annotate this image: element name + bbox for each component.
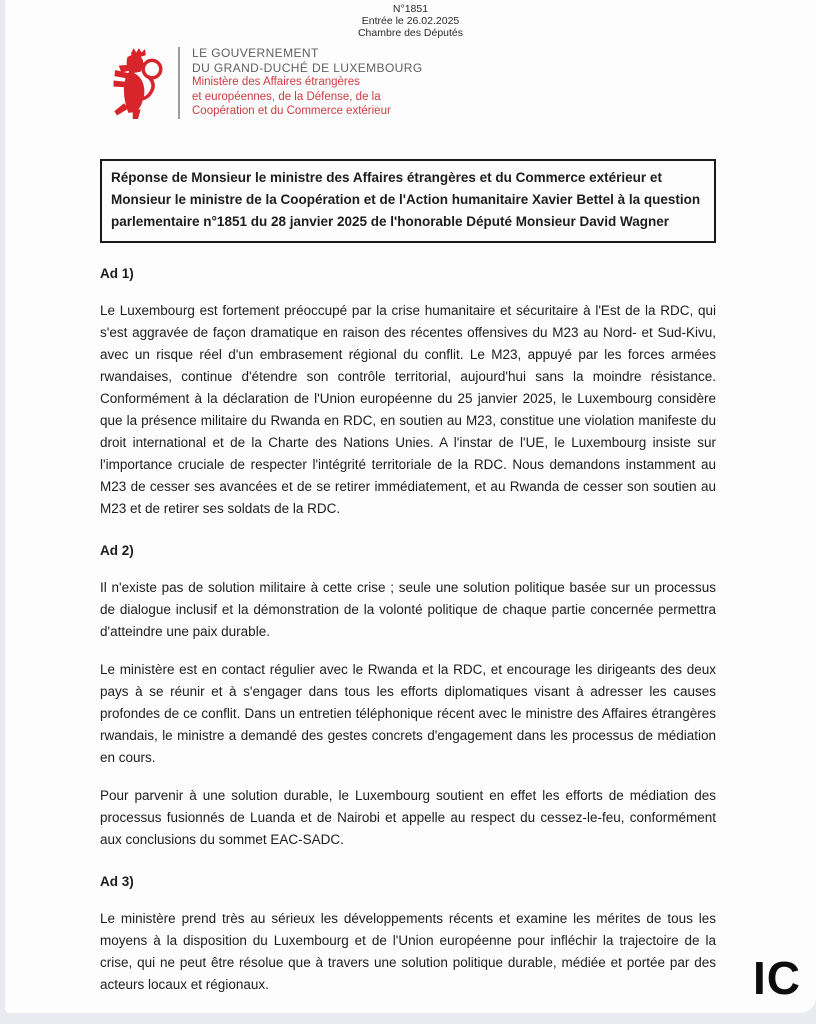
section-ad1 (100, 263, 716, 520)
response-title-box: Réponse de Monsieur le ministre des Affaires étrangères et du Commerce extérieur et Monsieur le ministre de la Coopération et de l'Action humanitaire Xavier Bettel à la question parlementaire n°1851 du 28 janvier 2025 de l'honorable Député Monsieur David Wagner (100, 159, 716, 243)
question-number: N°1851 (392, 3, 429, 15)
paragraph: Pour parvenir à une solution durable, le Luxembourg soutient en effet les efforts de médiation des processus fusionnés de Luanda et de Nairobi et appelle au respect du cessez-le-feu, conformément aux conclusions du sommet EAC-SADC. (100, 788, 716, 847)
letterhead-text (192, 45, 423, 119)
ministry-name-line1: Ministère des Affaires étrangères (192, 76, 360, 88)
corner-initials-mark: IC (753, 952, 801, 1004)
government-name-line1: LE GOUVERNEMENT (192, 46, 319, 60)
paragraph: Le ministère est en contact régulier avec le Rwanda et la RDC, et encourage les dirigeants des deux pays à se réunir et à s'engager dans tous les efforts diplomatiques visant à adresser les causes profondes de ce conflit. Dans un entretien téléphonique récent avec le ministre des Affaires étrangères rwandais, le ministre a demandé des gestes concrets d'engagement dans les processus de médiation en cours. (100, 662, 716, 765)
letterhead-divider (178, 47, 180, 119)
registration-stamp (5, 0, 816, 39)
ministry-name-line3: Coopération et du Commerce extérieur (192, 105, 391, 117)
section-ad3 (100, 871, 716, 996)
entry-date: Entrée le 26.02.2025 (361, 15, 460, 27)
section-heading-ad2: Ad 2) (100, 543, 134, 558)
document-body (100, 159, 716, 996)
document-page (5, 0, 816, 1013)
chamber-name: Chambre des Députés (357, 27, 464, 39)
paragraph: Le Luxembourg est fortement préoccupé par la crise humanitaire et sécuritaire à l'Est de la RDC, qui s'est aggravée de façon dramatique en raison des récentes offensives du M23 au Nord- et Sud-Kivu, avec un risque réel d'un embrasement régional du conflit. Le M23, appuyé par les forces armées rwandaises, continue d'étendre son contrôle territorial, aujourd'hui sans la moindre résistance. Conformément à la déclaration de l'Union européenne du 25 janvier 2025, le Luxembourg considère que la présence militaire du Rwanda en RDC, en soutien au M23, constitue une violation manifeste du droit international et de la Charte des Nations Unies. A l'instar de l'UE, le Luxembourg insiste sur l'importance cruciale de respecter l'intégrité territoriale de la RDC. Nous demandons instamment au M23 de cesser ses avancées et de se retirer immédiatement, et au Rwanda de cesser son soutien au M23 et de retirer ses soldats de la RDC. (100, 303, 716, 516)
section-heading-ad1: Ad 1) (100, 266, 134, 281)
government-letterhead (110, 45, 816, 126)
luxembourg-lion-icon (110, 47, 166, 126)
section-heading-ad3: Ad 3) (100, 874, 134, 889)
ministry-name-line2: et européennes, de la Défense, de la (192, 90, 381, 103)
paragraph: Il n'existe pas de solution militaire à cette crise ; seule une solution politique basée sur un processus de dialogue inclusif et la démonstration de la volonté politique de chaque partie concernée permettra d'atteindre une paix durable. (100, 580, 716, 639)
paragraph: Le ministère prend très au sérieux les développements récents et examine les mérites de tous les moyens à la disposition du Luxembourg et de l'Union européenne pour infléchir la trajectoire de la crise, qui ne peut être résolue que à travers une solution politique durable, médiée et portée par des acteurs locaux et régionaux. (100, 911, 716, 992)
government-name-line2: DU GRAND-DUCHÉ DE LUXEMBOURG (192, 60, 423, 75)
section-ad2 (100, 540, 716, 851)
